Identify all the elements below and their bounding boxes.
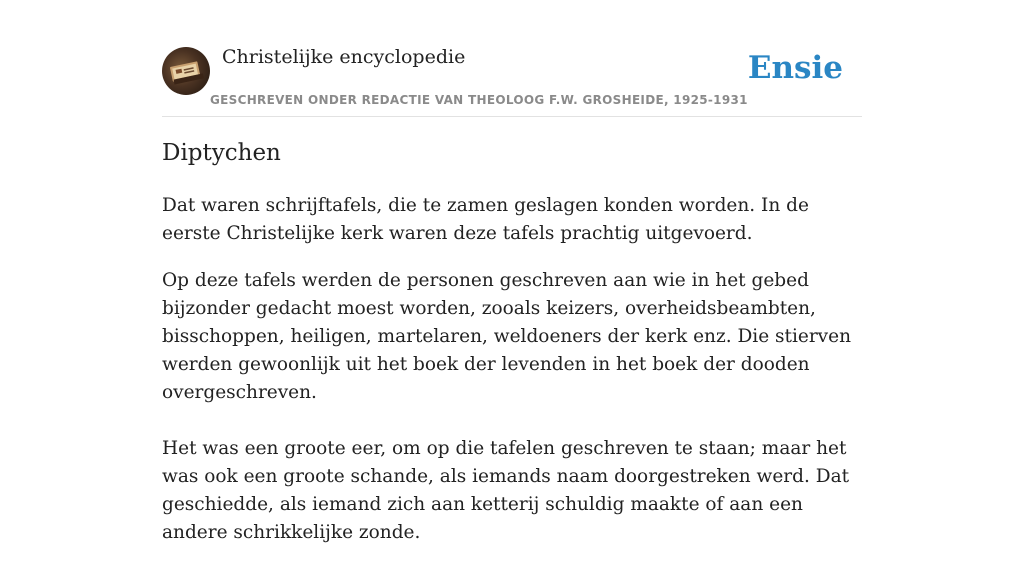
publication-title[interactable]: Christelijke encyclopedie — [222, 46, 466, 68]
site-header — [162, 46, 862, 117]
article-paragraph: Dat waren schrijftafels, die te zamen geslagen konden worden. In de eerste Christelijke kerk waren deze tafels prachtig uitgevoerd. — [162, 195, 809, 244]
article-title: Diptychen — [162, 140, 281, 166]
brand-logo[interactable]: Ensie — [747, 50, 843, 86]
article-paragraph: Op deze tafels werden de personen geschreven aan wie in het gebed bijzonder gedacht moest worden, zooals keizers, overheidsbeambten, bisschoppen, heiligen, martelaren, weldoeners der kerk enz. Die stierven werden gewoonlijk uit het boek der levenden in het boek der dooden overgeschreven. Het was een groote eer, om op die tafelen geschreven te staan; maar het was ook een groote schande, als iemands naam doorgestreken werd. Dat geschiedde, als iemand zich aan ketterij schuldig maakte of aan een andere schrikkelijke zonde. — [162, 270, 851, 543]
book-cover-icon — [162, 47, 210, 95]
article-body — [162, 192, 862, 566]
publication-avatar[interactable] — [162, 47, 210, 95]
publication-subtitle: GESCHREVEN ONDER REDACTIE VAN THEOLOOG F.W. GROSHEIDE, 1925-1931 — [210, 93, 748, 107]
